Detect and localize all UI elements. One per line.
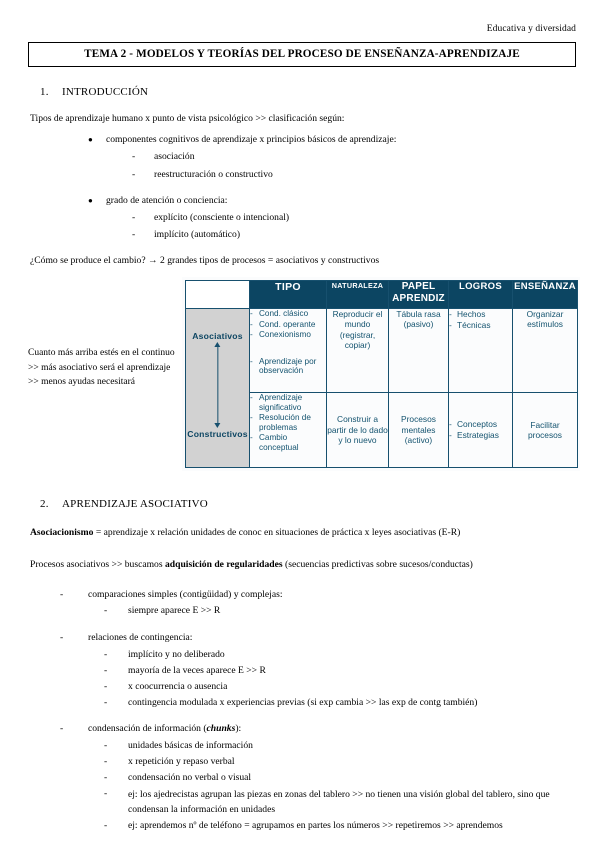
list-item <box>132 211 572 225</box>
processes-pre: Procesos asociativos >> buscamos <box>30 559 165 570</box>
dash-marker: - <box>104 772 108 783</box>
logros-text: Hechos <box>457 309 486 319</box>
dash-marker: - <box>449 430 452 440</box>
list-item-label: x coocurrencia o ausencia <box>128 681 228 692</box>
tipo-text: Aprendizaje significativo <box>259 393 303 412</box>
list-item <box>60 588 580 602</box>
list-item-label: siempre aparece E >> R <box>128 605 221 616</box>
list-item <box>60 631 580 645</box>
list-item <box>88 194 578 208</box>
cell-logros-constructivos <box>449 393 513 468</box>
list-item <box>60 722 580 736</box>
table-corner-cell <box>186 281 250 309</box>
dash-marker: - <box>132 169 136 180</box>
papel-line1: PAPEL <box>401 281 436 292</box>
list-item-label: condensación no verbal o visual <box>128 772 252 783</box>
dash-marker: - <box>250 356 253 366</box>
dash-marker: - <box>449 320 452 330</box>
tipo-text: Conexionismo <box>259 330 311 340</box>
logros-text: Técnicas <box>457 320 491 330</box>
dash-marker: - <box>60 723 64 734</box>
axis-label-constructivos: Constructivos <box>187 429 248 439</box>
logros-text: Estrategias <box>457 430 499 440</box>
tipo-text: Cond. clásico <box>259 309 309 318</box>
list-item-label: unidades básicas de información <box>128 740 253 751</box>
list-item <box>132 150 572 164</box>
dash-marker: - <box>250 413 253 423</box>
learning-models-table <box>182 277 580 471</box>
dash-marker: - <box>104 697 108 708</box>
dash-marker: - <box>449 419 452 429</box>
section-number-2: 2. <box>40 498 49 510</box>
table-header-row <box>186 281 578 309</box>
definition-term: Asociacionismo <box>30 527 94 538</box>
continuum-axis-cell <box>186 309 250 468</box>
section-title-2: APRENDIZAJE ASOCIATIVO <box>62 498 208 510</box>
list-item <box>104 755 580 769</box>
list-item <box>104 787 584 817</box>
papel-line2: APRENDIZ <box>392 292 445 304</box>
list-item <box>104 664 580 678</box>
tipo-text: Cambio conceptual <box>259 433 299 452</box>
list-item <box>132 228 572 242</box>
cell-ensenanza-asociativos: Organizar estímulos <box>513 309 578 393</box>
list-item-label: componentes cognitivos de aprendizaje x principios básicos de aprendizaje: <box>106 134 397 145</box>
column-header-ensenanza: ENSEÑANZA <box>513 281 578 309</box>
tipo-list-item <box>250 357 326 376</box>
list-item-label: relaciones de contingencia: <box>88 632 193 643</box>
list-item-label: contingencia modulada x experiencias previas (si exp cambia >> las exp de contg también) <box>128 697 478 708</box>
dash-marker: - <box>104 665 108 676</box>
dash-marker: - <box>250 433 253 443</box>
section-heading-1 <box>40 86 148 98</box>
tipo-text: Cond. operante <box>259 319 316 329</box>
cell-logros-asociativos <box>449 309 513 393</box>
list-item-label: x repetición y repaso verbal <box>128 756 235 767</box>
cell-papel-constructivos: Procesos mentales (activo) <box>389 393 449 468</box>
running-head: Educativa y diversidad <box>486 24 576 34</box>
list-item-label: comparaciones simples (contigüidad) y complejas: <box>88 589 283 600</box>
processes-line <box>30 558 473 572</box>
chunk-post: ): <box>235 723 242 734</box>
list-item <box>104 648 580 662</box>
tipo-list-item <box>250 320 326 330</box>
list-item-label <box>88 722 580 736</box>
column-header-papel-aprendiz <box>389 281 449 309</box>
dash-marker: - <box>449 309 452 319</box>
cell-naturaleza-constructivos: Construir a partir de lo dado y lo nuevo <box>327 393 389 468</box>
logros-list-item <box>449 320 512 331</box>
section-number-1: 1. <box>40 86 49 98</box>
intro-paragraph: Tipos de aprendizaje humano x punto de vista psicológico >> clasificación según: <box>30 113 345 124</box>
section1-closing-line: ¿Cómo se produce el cambio? → 2 grandes tipos de procesos = asociativos y constructivos <box>30 255 380 266</box>
list-item-label: ej: aprendemos nº de teléfono = agrupamos en partes los números >> repetiremos >> aprendemos <box>128 820 503 831</box>
tipo-list-item <box>250 393 326 412</box>
dash-marker: - <box>104 649 108 660</box>
list-item <box>104 819 584 833</box>
dash-marker: - <box>104 740 108 751</box>
list-item-label: reestructuración o constructivo <box>154 169 273 180</box>
tipo-text: Resolución de problemas <box>259 413 311 432</box>
column-header-logros: LOGROS <box>449 281 513 309</box>
list-item-label: implícito y no deliberado <box>128 649 225 660</box>
chunk-italic: chunks <box>206 723 236 734</box>
axis-label-asociativos: Asociativos <box>192 331 243 341</box>
list-item-label: explícito (consciente o intencional) <box>154 212 290 223</box>
list-item-label: implícito (automático) <box>154 229 241 240</box>
list-item <box>88 133 578 147</box>
list-item-label: mayoría de la veces aparece E >> R <box>128 665 266 676</box>
tipo-list-item <box>250 309 326 319</box>
dash-marker: - <box>104 820 108 831</box>
cell-tipo-asociativos <box>250 309 327 393</box>
tipo-list-item <box>250 433 326 452</box>
chunk-pre: condensación de información ( <box>88 723 207 734</box>
tipo-list-item <box>250 330 326 340</box>
table-row <box>186 309 578 393</box>
list-item <box>104 696 580 710</box>
dash-marker: - <box>250 330 253 340</box>
section-title-1: INTRODUCCIÓN <box>62 86 149 98</box>
definition-rest: = aprendizaje x relación unidades de conoc en situaciones de práctica x leyes asociativas (E-R) <box>93 527 461 538</box>
bullet-marker: ● <box>88 196 93 205</box>
definition-line <box>30 526 460 540</box>
dash-marker: - <box>132 151 136 162</box>
logros-list-item <box>449 309 512 320</box>
dash-marker: - <box>104 681 108 692</box>
processes-bold: adquisición de regularidades <box>165 559 283 570</box>
dash-marker: - <box>104 605 108 616</box>
cell-naturaleza-asociativos: Reproducir el mundo (registrar, copiar) <box>327 309 389 393</box>
list-item <box>104 680 580 694</box>
column-header-naturaleza: NATURALEZA <box>327 281 389 309</box>
bullet-marker: ● <box>88 135 93 144</box>
list-item <box>104 771 580 785</box>
processes-post: (secuencias predictivas sobre sucesos/conductas) <box>282 559 473 570</box>
dash-marker: - <box>132 212 136 223</box>
cell-ensenanza-constructivos: Facilitar procesos <box>513 393 578 468</box>
page-title: TEMA 2 - MODELOS Y TEORÍAS DEL PROCESO DE ENSEÑANZA-APRENDIZAJE <box>84 48 520 60</box>
list-item <box>104 739 580 753</box>
list-item-label: grado de atención o conciencia: <box>106 195 228 206</box>
dash-marker: - <box>132 229 136 240</box>
list-item <box>132 168 572 182</box>
dash-marker: - <box>250 319 253 329</box>
tipo-text: Aprendizaje por observación <box>259 356 317 376</box>
dash-marker: - <box>250 393 253 402</box>
logros-text: Conceptos <box>457 419 498 429</box>
continuum-side-note: Cuanto más arriba estés en el continuo >> más asociativo será el aprendizaje >> menos ayudas necesitará <box>28 348 175 387</box>
dash-marker: - <box>104 756 108 767</box>
logros-list-item <box>449 430 512 441</box>
dash-marker: - <box>250 309 253 318</box>
cell-papel-asociativos: Tábula rasa (pasivo) <box>389 309 449 393</box>
double-headed-vertical-arrow-icon <box>217 347 218 423</box>
document-title-box <box>28 42 576 67</box>
dash-marker: - <box>104 788 108 799</box>
dash-marker: - <box>60 589 64 600</box>
list-item-label: asociación <box>154 151 195 162</box>
list-item-label: ej: los ajedrecistas agrupan las piezas en zonas del tablero >> no tienen una visión global del tablero, sino que condensan la información en unidades <box>128 789 550 815</box>
tipo-list-item <box>250 413 326 432</box>
section-heading-2 <box>40 498 208 510</box>
dash-marker: - <box>60 632 64 643</box>
cell-tipo-constructivos <box>250 393 327 468</box>
column-header-tipo: TIPO <box>250 281 327 309</box>
list-item <box>104 604 580 618</box>
logros-list-item <box>449 419 512 430</box>
